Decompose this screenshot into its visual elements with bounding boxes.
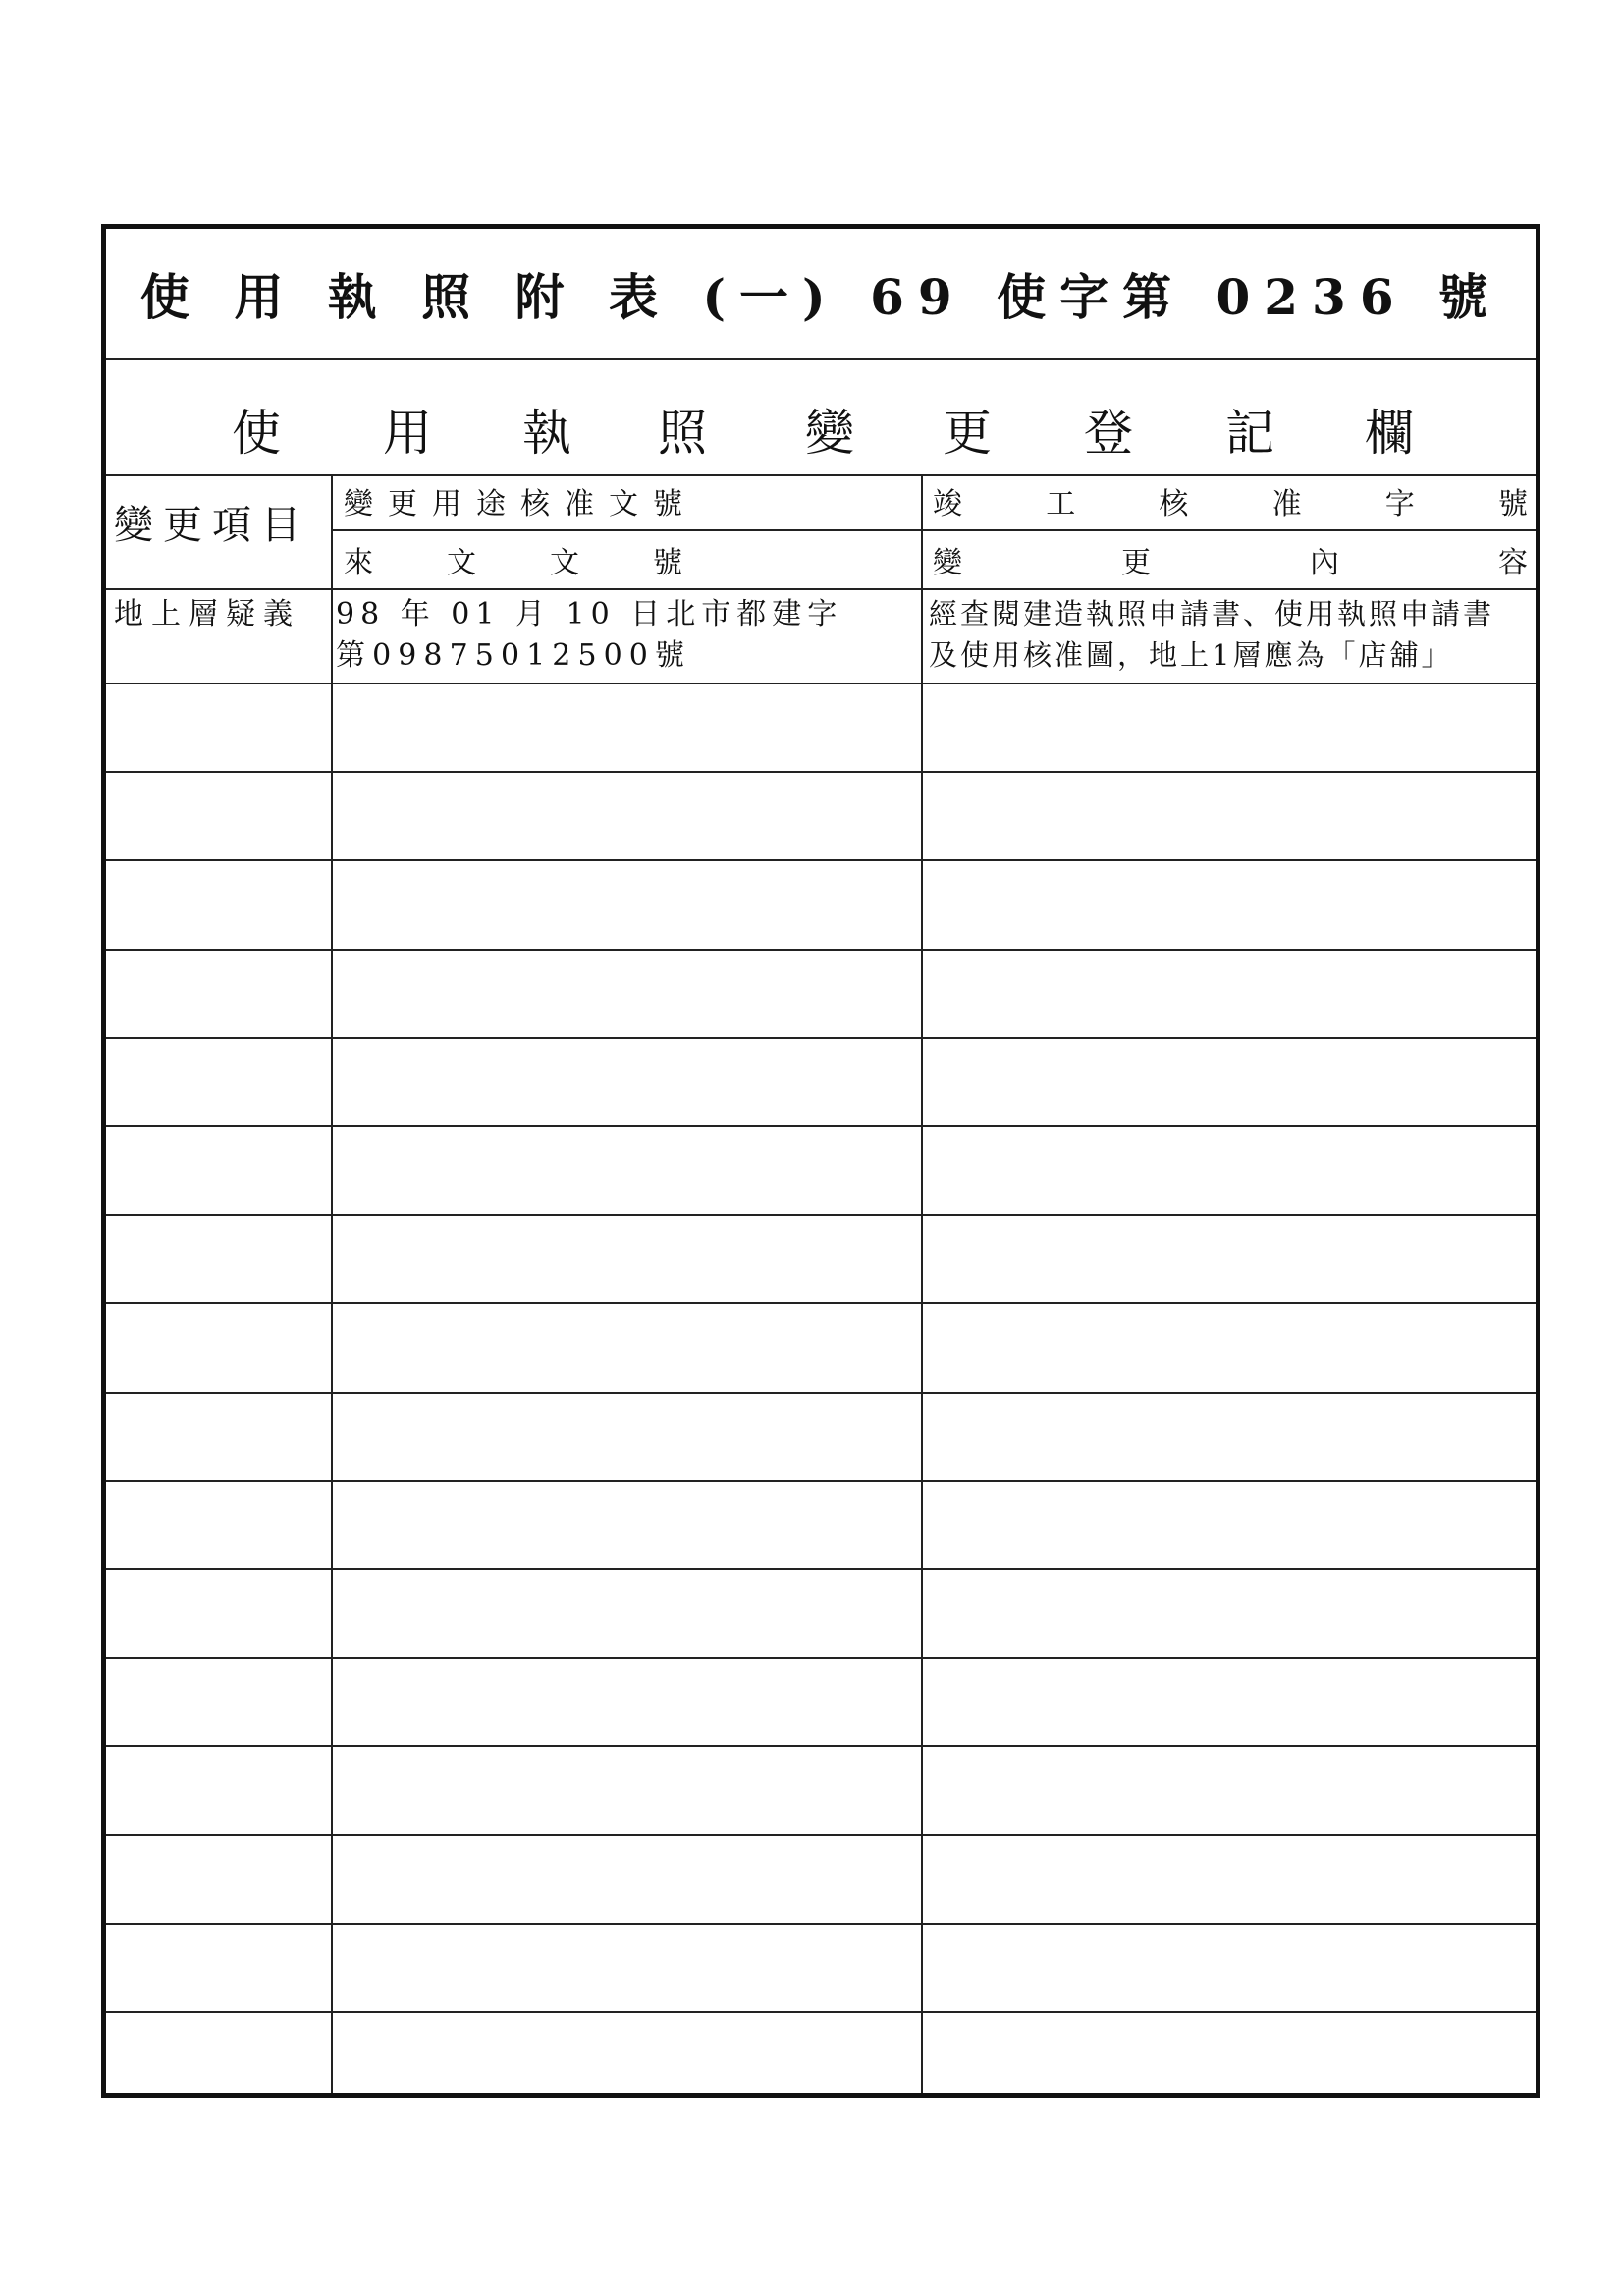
header-char: 更: [388, 487, 417, 521]
row-divider: [106, 1745, 1536, 1747]
row-divider: [106, 1923, 1536, 1925]
header-char: 號: [653, 546, 682, 580]
entry-doc-line2: [336, 638, 684, 673]
doc-char: 0: [500, 638, 520, 673]
row-divider: [106, 1037, 1536, 1039]
subtitle-char: 變: [805, 405, 854, 462]
subtitle-char: 登: [1084, 405, 1133, 462]
header-approval-doc-no: [344, 487, 682, 521]
doc-char: 號: [654, 638, 684, 673]
subtitle-char: 更: [943, 405, 992, 462]
doc-char: 第: [336, 638, 365, 673]
divider: [106, 588, 1536, 590]
doc-char: 8: [423, 638, 443, 673]
subtitle-char: 照: [658, 405, 707, 462]
row-divider: [106, 771, 1536, 773]
doc-char: 7: [449, 638, 468, 673]
form-table: [101, 224, 1540, 2098]
row-divider: [106, 1302, 1536, 1304]
header-incoming-doc-no: [344, 546, 682, 580]
subtitle-char: 執: [522, 405, 571, 462]
header-char: 准: [1271, 487, 1302, 521]
row-divider: [106, 1392, 1536, 1394]
header-item-label: 變更項目: [114, 503, 310, 548]
header-char: 容: [1498, 546, 1528, 580]
header-char: 用: [432, 487, 461, 521]
doc-char: 5: [474, 638, 494, 673]
doc-char: 0: [372, 638, 392, 673]
subtitle-char: 記: [1225, 405, 1274, 462]
header-char: 途: [476, 487, 506, 521]
header-char: 字: [1384, 487, 1415, 521]
doc-char: 0: [628, 638, 648, 673]
row-divider: [106, 1657, 1536, 1659]
form-title: 使 用 執 照 附 表 (一) 69 使字第 0236 號: [139, 268, 1502, 326]
header-char: 更: [1121, 546, 1151, 580]
row-divider: [106, 1568, 1536, 1570]
header-completion-approval-no: [933, 487, 1528, 521]
header-char: 竣: [933, 487, 962, 521]
header-char: 工: [1046, 487, 1076, 521]
header-char: 核: [1159, 487, 1189, 521]
header-char: 變: [933, 546, 962, 580]
row-divider: [106, 1480, 1536, 1482]
entry-doc-line1: 98 年 01 月 10 日北市都建字: [336, 597, 843, 631]
row-divider: [106, 859, 1536, 861]
doc-char: 2: [552, 638, 571, 673]
header-char: 核: [520, 487, 550, 521]
row-divider: [106, 1125, 1536, 1127]
form-title-row: [106, 229, 1536, 358]
doc-char: 1: [526, 638, 546, 673]
entry-content-line2: 及使用核准圖，地上1層應為「店舖」: [929, 638, 1453, 672]
doc-char: 9: [398, 638, 417, 673]
subtitle-char: 欄: [1365, 405, 1414, 462]
header-char: 號: [1497, 487, 1528, 521]
header-char: 變: [344, 487, 373, 521]
header-char: 文: [609, 487, 638, 521]
row-divider: [106, 2011, 1536, 2013]
row-divider: [106, 949, 1536, 951]
header-char: 內: [1310, 546, 1339, 580]
header-char: 來: [344, 546, 373, 580]
form-subtitle: [106, 358, 1536, 474]
header-char: 准: [565, 487, 594, 521]
header-char: 文: [447, 546, 476, 580]
entry-item: 地上層疑義: [114, 597, 300, 631]
header-change-content: [933, 546, 1528, 580]
divider: [106, 474, 1536, 476]
subtitle-char: 用: [383, 405, 432, 462]
header-char: 文: [550, 546, 579, 580]
header-char: 號: [653, 487, 682, 521]
doc-char: 0: [603, 638, 622, 673]
subtitle-char: 使: [232, 405, 281, 462]
doc-char: 5: [577, 638, 597, 673]
divider: [332, 529, 1536, 531]
column-divider: [331, 474, 333, 2093]
row-divider: [106, 683, 1536, 684]
row-divider: [106, 1834, 1536, 1836]
column-divider: [921, 474, 923, 2093]
entry-content-line1: 經查閱建造執照申請書、使用執照申請書: [929, 597, 1495, 630]
row-divider: [106, 1214, 1536, 1216]
